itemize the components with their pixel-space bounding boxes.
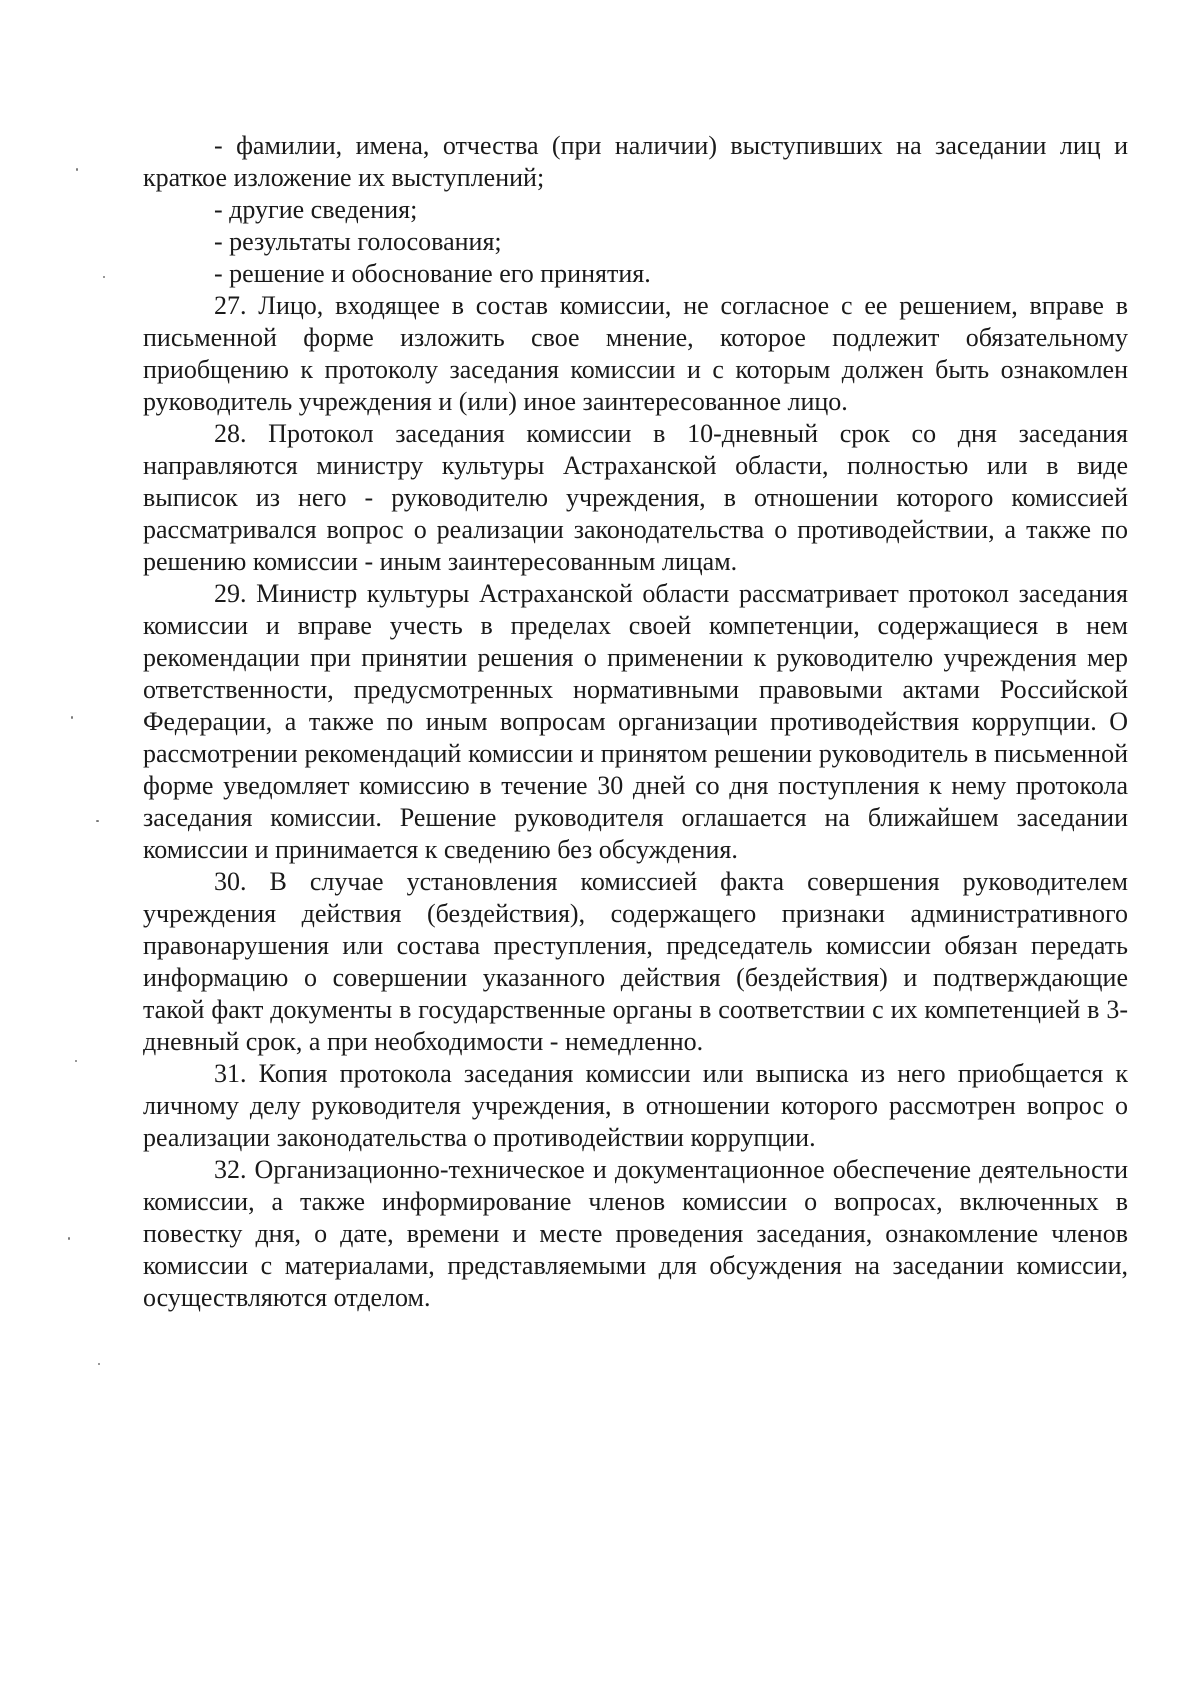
paragraph-29: 29. Министр культуры Астраханской области рассматривает протокол заседания комиссии и вправе учесть в пределах своей компетенции, содержащиеся в нем рекомендации при принятии решения о применении к руководителю учреждения мер ответственности, предусмотренных нормативными правовыми актами Российской Федерации, а также по иным вопросам организации противодействия коррупции. О рассмотрении рекомендаций комиссии и принятом решении руководитель в письменной форме уведомляет комиссию в течение 30 дней со дня поступления к нему протокола заседания комиссии. Решение руководителя оглашается на ближайшем заседании комиссии и принимается к сведению без обсуждения.	[143, 579, 1128, 864]
paragraph-27: 27. Лицо, входящее в состав комиссии, не согласное с ее решением, вправе в письменной форме изложить свое мнение, которое подлежит обязательному приобщению к протоколу заседания комиссии и с которым должен быть ознакомлен руководитель учреждения и (или) иное заинтересованное лицо.	[143, 291, 1128, 416]
scan-speck	[98, 1363, 100, 1365]
scan-speck	[96, 820, 99, 822]
scan-speck	[71, 716, 73, 719]
document-body	[143, 130, 1128, 1314]
scan-speck	[75, 1060, 77, 1062]
paragraph-other-info: - другие сведения;	[214, 195, 418, 224]
scan-speck	[76, 168, 78, 171]
paragraph-voting-results: - результаты голосования;	[214, 227, 502, 256]
scan-speck	[103, 276, 105, 278]
paragraph-28: 28. Протокол заседания комиссии в 10-дневный срок со дня заседания направляются министру культуры Астраханской области, полностью или в виде выписок из него - руководителю учреждения, в отношении которого комиссией рассматривался вопрос о реализации законодательства о противодействии, а также по решению комиссии - иным заинтересованным лицам.	[143, 419, 1128, 576]
paragraph-30: 30. В случае установления комиссией факта совершения руководителем учреждения действия (бездействия), содержащего признаки административного правонарушения или состава преступления, председатель комиссии обязан передать информацию о совершении указанного действия (бездействия) и подтверждающие такой факт документы в государственные органы в соответствии с их компетенцией в 3-дневный срок, а при необходимости - немедленно.	[143, 867, 1128, 1056]
paragraph-decision: - решение и обоснование его принятия.	[214, 259, 651, 288]
scan-speck	[68, 1237, 70, 1240]
paragraph-31: 31. Копия протокола заседания комиссии или выписка из него приобщается к личному делу руководителя учреждения, в отношении которого рассмотрен вопрос о реализации законодательства о противодействии коррупции.	[143, 1059, 1128, 1152]
paragraph-speakers: - фамилии, имена, отчества (при наличии) выступивших на заседании лиц и краткое изложение их выступлений;	[143, 131, 1128, 192]
paragraph-32: 32. Организационно-техническое и документационное обеспечение деятельности комиссии, а также информирование членов комиссии о вопросах, включенных в повестку дня, о дате, времени и месте проведения заседания, ознакомление членов комиссии с материалами, представляемыми для обсуждения на заседании комиссии, осуществляются отделом.	[143, 1155, 1128, 1312]
